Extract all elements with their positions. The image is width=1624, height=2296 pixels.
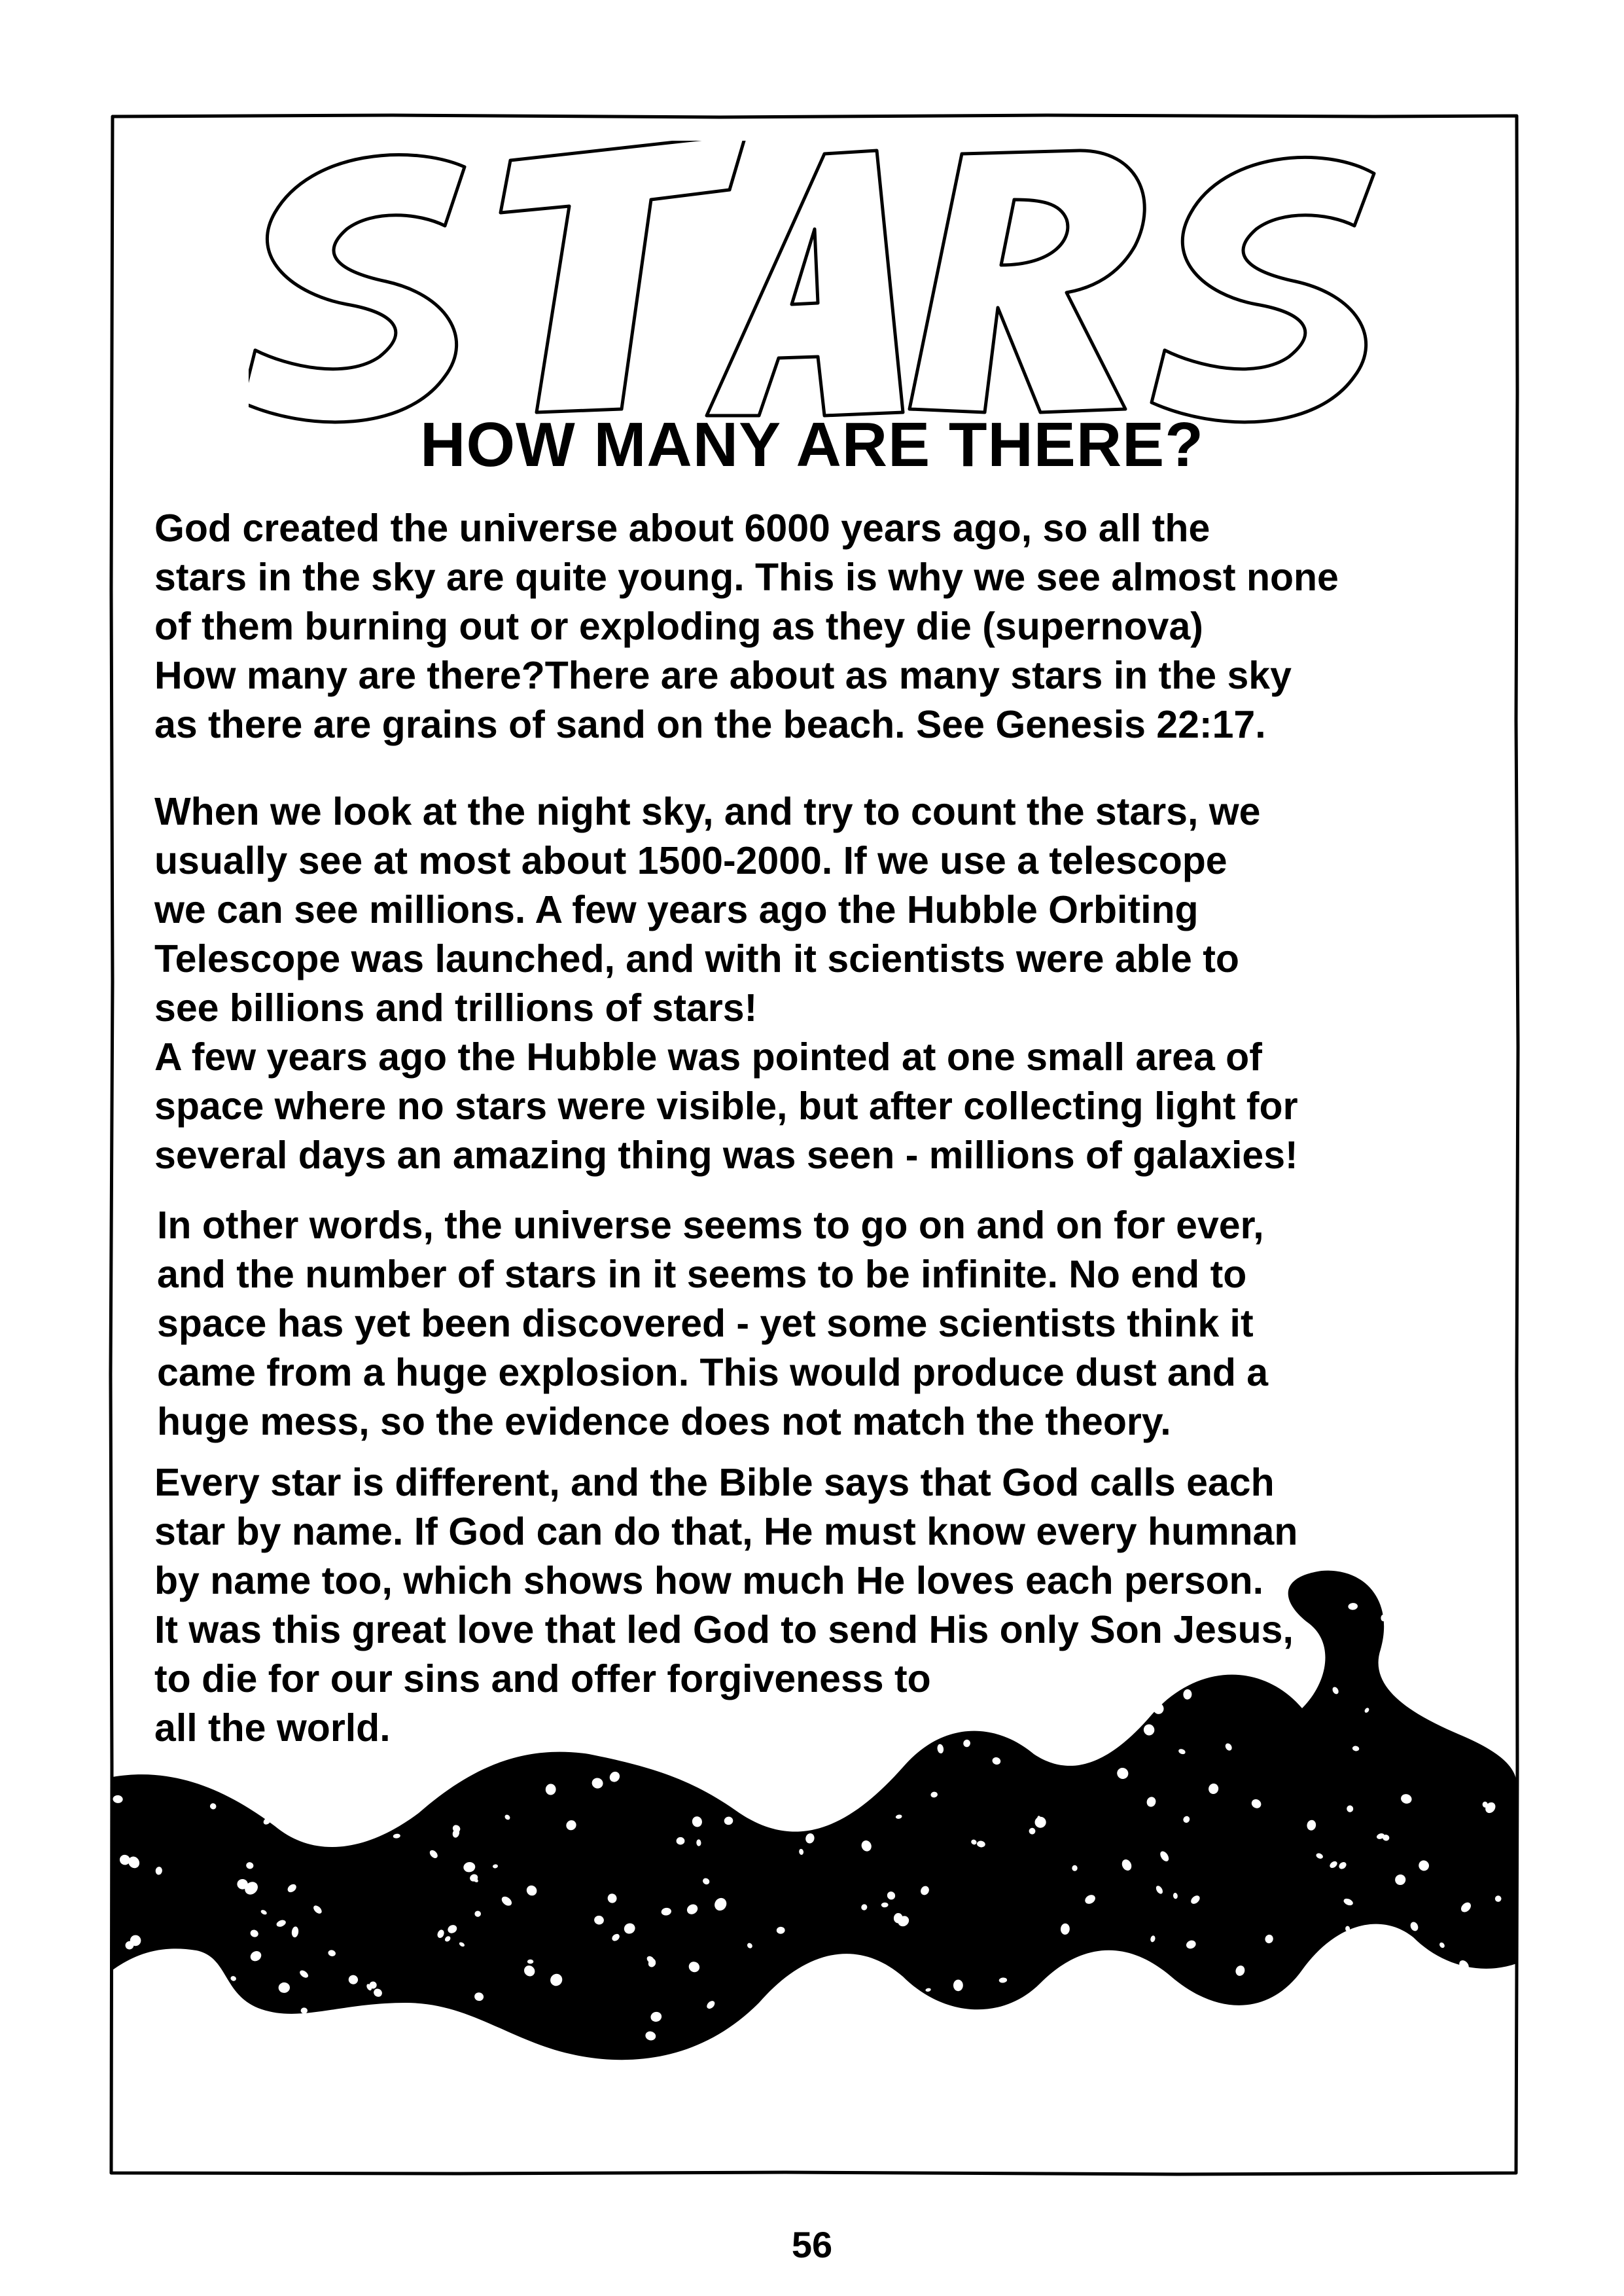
paragraph-infinite-universe: In other words, the universe seems to go on and on for ever, and the number of stars in it seems to be infinite. No end to space has yet been discovered - yet some scientists think it came from a huge explosion. This would produce dust and a huge mess, so the evidence does not match the theory. [157,1204,1269,1443]
page-subtitle: HOW MANY ARE THERE? [420,410,1204,480]
page-number: 56 [791,2224,833,2265]
paragraph-creation: God created the universe about 6000 years ago, so all the stars in the sky are quite young. This is why we see almost none of them burning out or exploding as they die (supernova) How many are there?There are about as many stars in the sky as there are grains of sand on the beach. See Genesis 22:17. [154,507,1339,746]
paragraph-god-calls-stars: Every star is different, and the Bible says that God calls each star by name. If God can do that, He must know every humnan by name too, which shows how much He loves each person. It was this great love that led God to send His only Son Jesus, to die for our sins and offer forgiveness to all the world. [154,1461,1298,1749]
star-speck [953,1980,963,1992]
star-speck [677,1837,685,1845]
star-speck [527,1960,533,1964]
space-blob [113,1571,1517,2060]
paragraph-hubble: When we look at the night sky, and try to count the stars, we usually see at most about 1500-2000. If we use a telescope we can see millions. A few years ago the Hubble Orbiting Telescope was launched, and with it scientists were able to see billions and trillions of stars! A few years ago the Hubble was pointed at one small area of space where no stars were visible, but after collecting light for several days an amazing thing was seen - millions of galaxies! [154,790,1298,1177]
